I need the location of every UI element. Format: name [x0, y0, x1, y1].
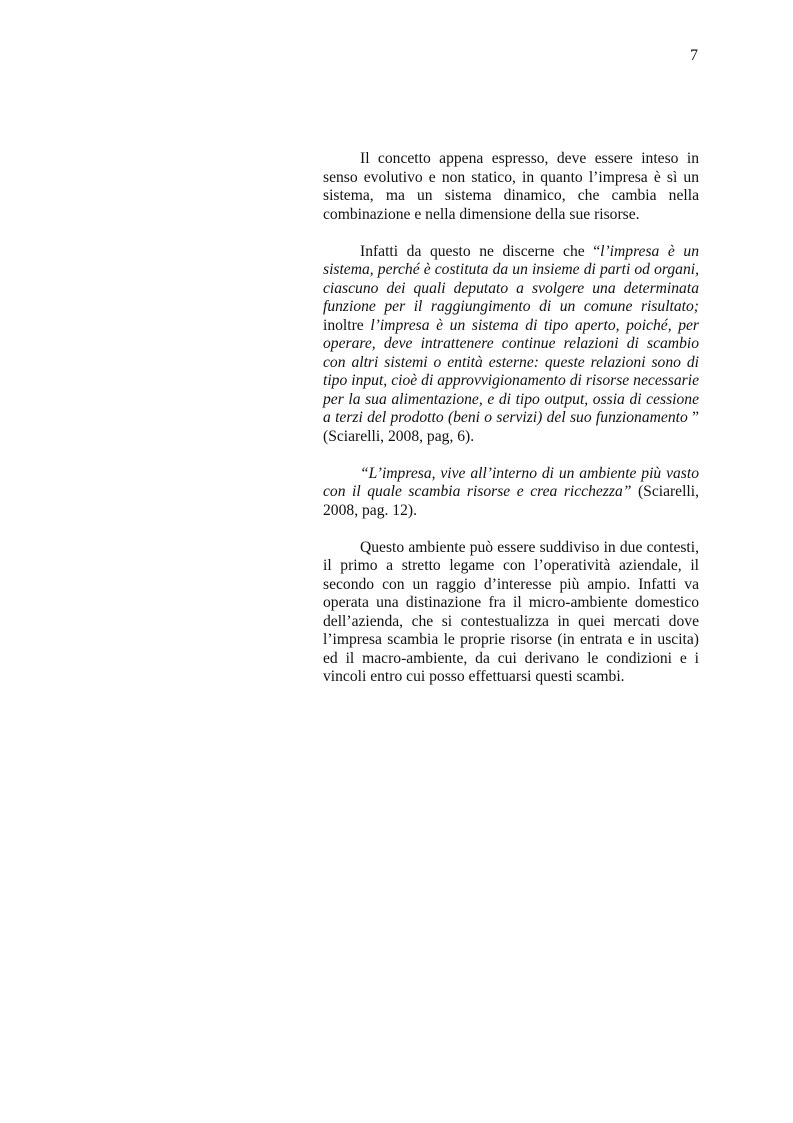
paragraph-2-citation: ” (Sciarelli, 2008, pag, 6). [323, 409, 699, 445]
paragraph-3 [323, 465, 699, 521]
paragraph-2 [323, 243, 699, 447]
paragraph-2-quote-part-1: l’impresa è un sistema, perché è costituta da un insieme di parti od organi, ciascuno dei quali deputato a svolgere una determinata funzione per il raggiungimento di un comune risultato; [323, 242, 699, 315]
paragraph-3-quote: “L’impresa, vive all’interno di un ambiente più vasto con il quale scambia risorse e crea ricchezza” [323, 464, 699, 500]
paragraph-4: Questo ambiente può essere suddiviso in due contesti, il primo a stretto legame con l’operatività aziendale, il secondo con un raggio d’interesse più ampio. Infatti va operata una distinazione fra il micro-ambiente domestico dell’azienda, che si contestualizza in quei mercati dove l’impresa scambia le proprie risorse (in entrata e in uscita) ed il macro-ambiente, da cui derivano le condizioni e i vincoli entro cui posso effettuarsi questi scambi. [323, 538, 699, 685]
paragraph-2-connector: inoltre [323, 316, 371, 334]
paragraph-2-lead: Infatti da questo ne discerne che “ [360, 242, 601, 260]
paragraph-1: Il concetto appena espresso, deve essere inteso in senso evolutivo e non statico, in quanto l’impresa è sì un sistema, ma un sistema dinamico, che cambia nella combinazione e nella dimensione della sue risorse. [323, 150, 699, 223]
body-text [323, 150, 699, 687]
page-number: 7 [690, 47, 698, 64]
paragraph-3-citation: (Sciarelli, 2008, pag. 12). [323, 483, 699, 519]
paragraph-2-quote-part-2: l’impresa è un sistema di tipo aperto, poiché, per operare, deve intrattenere continue relazioni di scambio con altri sistemi o entità esterne: queste relazioni sono di tipo input, cioè di approvvigionamento di risorse necessarie per la sua alimentazione, e di tipo output, ossia di cessione a terzi del prodotto (beni o servizi) del suo funzionamento [323, 316, 699, 426]
